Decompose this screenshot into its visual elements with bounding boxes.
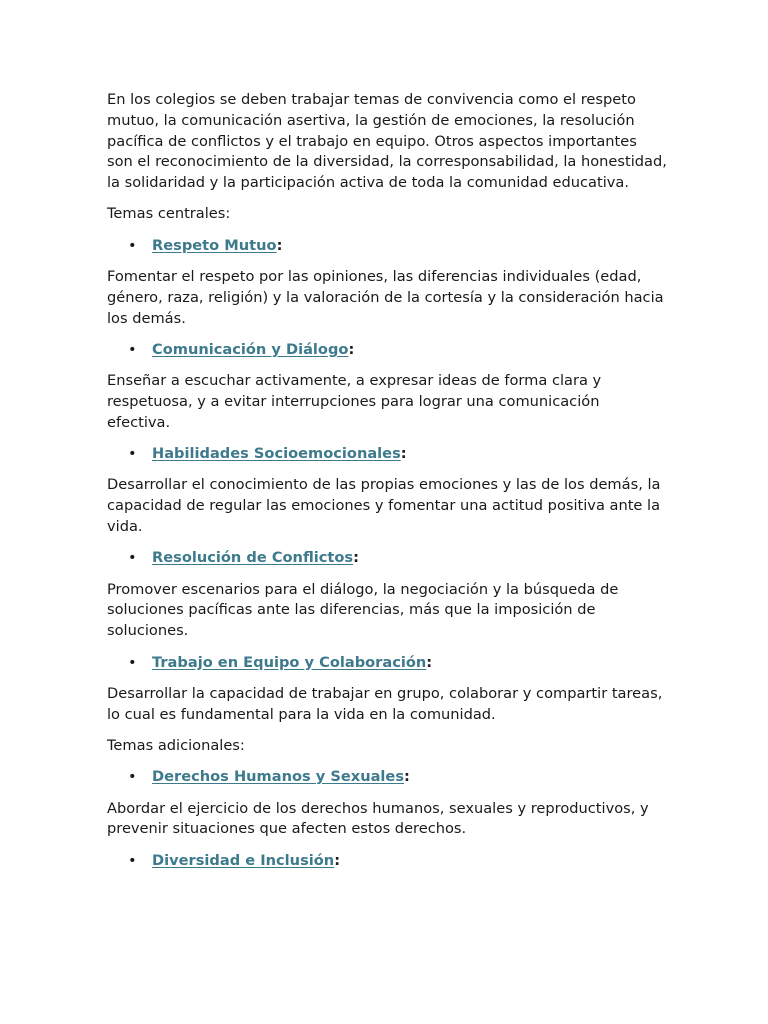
topic-colon: : <box>400 445 407 463</box>
topic-colon: : <box>426 653 433 671</box>
topic-colon: : <box>276 236 283 254</box>
topic-item-trabajo-equipo <box>107 653 667 674</box>
topic-item-comunicacion-dialogo <box>107 340 667 361</box>
topic-description-derechos-humanos: Abordar el ejercicio de los derechos humanos, sexuales y reproductivos, y prevenir situaciones que afecten estos derechos. <box>107 799 649 838</box>
intro-paragraph: En los colegios se deben trabajar temas de convivencia como el respeto mutuo, la comunicación asertiva, la gestión de emociones, la resolución pacífica de conflictos y el trabajo en equipo. Otros aspectos importantes son el reconocimiento de la diversidad, la corresponsabilidad, la honestidad, la solidaridad y la participación activa de toda la comunidad educativa. <box>107 91 667 192</box>
bullet-icon: • <box>128 445 137 463</box>
bullet-icon: • <box>128 768 137 786</box>
topic-colon: : <box>334 851 341 869</box>
topic-link-habilidades-socioemocionales[interactable]: Habilidades Socioemocionales <box>152 445 401 463</box>
topic-description-trabajo-equipo: Desarrollar la capacidad de trabajar en grupo, colaborar y compartir tareas, lo cual es fundamental para la vida en la comunidad. <box>107 684 663 723</box>
topic-description-habilidades-socioemocionales: Desarrollar el conocimiento de las propias emociones y las de los demás, la capacidad de regular las emociones y fomentar una actitud positiva ante la vida. <box>107 476 661 536</box>
bullet-icon: • <box>128 653 137 671</box>
topic-colon: : <box>348 340 355 358</box>
topic-description-resolucion-conflictos: Promover escenarios para el diálogo, la negociación y la búsqueda de soluciones pacíficas ante las diferencias, más que la imposición de soluciones. <box>107 580 619 640</box>
document-body <box>107 90 667 882</box>
bullet-icon: • <box>128 549 137 567</box>
topic-item-respeto-mutuo <box>107 236 667 257</box>
topic-colon: : <box>404 768 410 786</box>
bullet-icon: • <box>128 340 137 358</box>
topic-item-derechos-humanos <box>107 767 667 788</box>
additional-topics-heading: Temas adicionales: <box>107 736 245 754</box>
topic-link-resolucion-conflictos[interactable]: Resolución de Conflictos <box>152 549 354 567</box>
topic-item-diversidad-inclusion <box>107 851 667 872</box>
topic-colon: : <box>353 549 359 567</box>
topic-item-habilidades-socioemocionales <box>107 444 667 465</box>
topic-item-resolucion-conflictos <box>107 548 667 569</box>
bullet-icon: • <box>128 236 137 254</box>
bullet-icon: • <box>128 851 137 869</box>
topic-link-respeto-mutuo[interactable]: Respeto Mutuo <box>152 236 277 254</box>
topic-link-derechos-humanos[interactable]: Derechos Humanos y Sexuales <box>152 768 405 786</box>
topic-description-comunicacion-dialogo: Enseñar a escuchar activamente, a expresar ideas de forma clara y respetuosa, y a evitar interrupciones para lograr una comunicación efectiva. <box>107 372 602 431</box>
central-topics-heading: Temas centrales: <box>107 205 231 223</box>
topic-link-trabajo-equipo[interactable]: Trabajo en Equipo y Colaboración <box>152 653 427 671</box>
topic-link-diversidad-inclusion[interactable]: Diversidad e Inclusión <box>152 851 335 869</box>
topic-description-respeto-mutuo: Fomentar el respeto por las opiniones, las diferencias individuales (edad, género, raza, religión) y la valoración de la cortesía y la consideración hacia los demás. <box>107 268 664 327</box>
topic-link-comunicacion-dialogo[interactable]: Comunicación y Diálogo <box>152 340 349 358</box>
